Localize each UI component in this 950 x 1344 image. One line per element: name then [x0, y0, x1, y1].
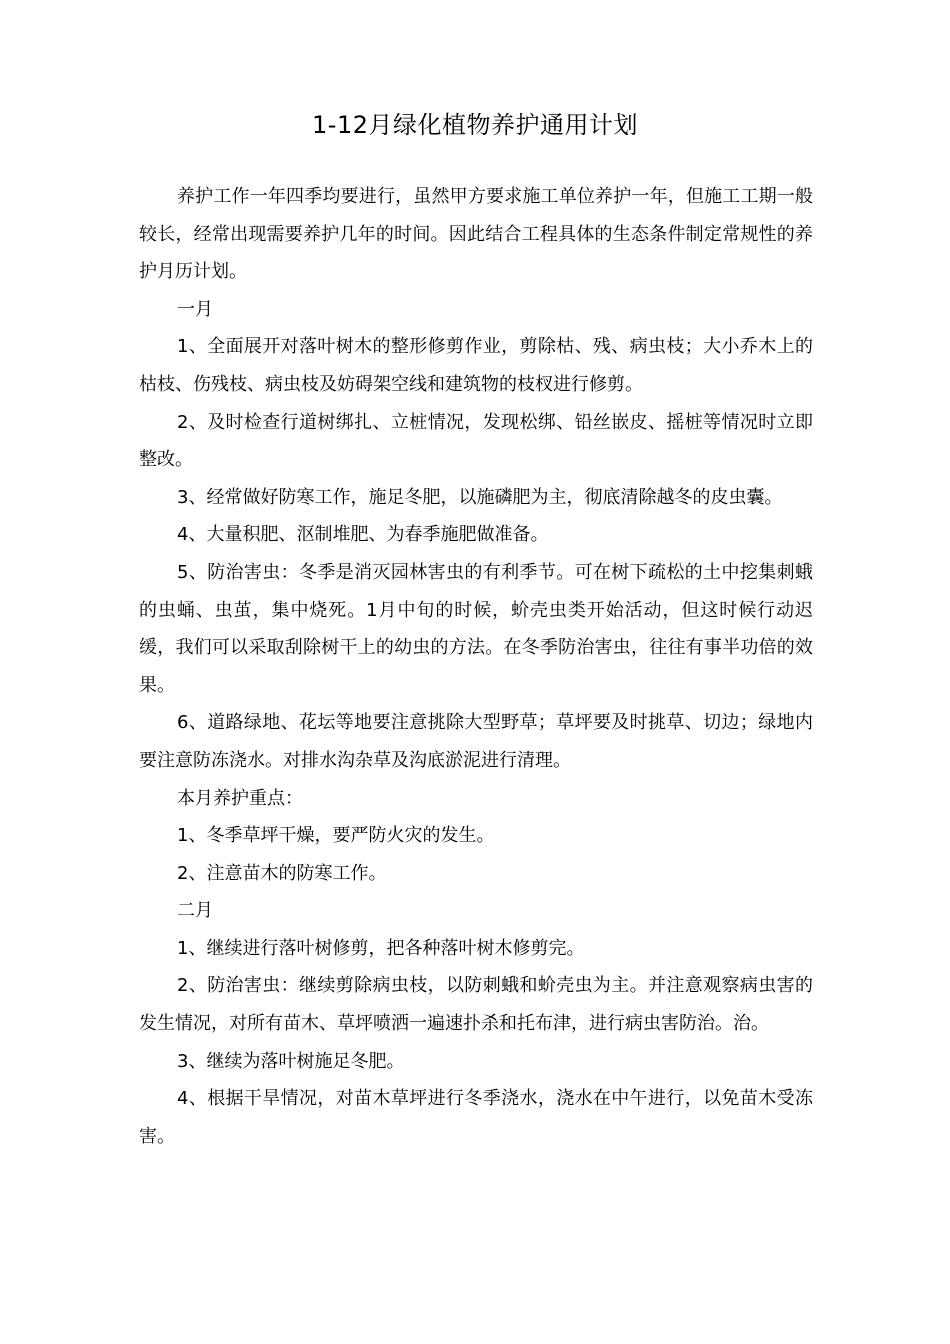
paragraph: 1、继续进行落叶树修剪，把各种落叶树木修剪完。: [177, 937, 585, 959]
document-title: 1-12月绿化植物养护通用计划: [312, 111, 638, 139]
paragraph: 5、防治害虫：冬季是消灭园林害虫的有利季节。可在树下疏松的土中挖集刺蛾的虫蛹、虫茧，集中烧死。1月中旬的时候，蚧壳虫类开始活动，但这时候行动迟缓，我们可以采取刮除树干上的幼虫的方法。在冬季防治害虫，往往有事半功倍的效果。: [139, 561, 813, 696]
paragraph: 1、冬季草坪干燥，要严防火灾的发生。: [177, 825, 495, 847]
paragraph: 4、大量积肥、沤制堆肥、为春季施肥做准备。: [177, 524, 549, 546]
section-heading-january: 一月: [177, 298, 213, 320]
paragraph: 3、继续为落叶树施足冬肥。: [177, 1050, 405, 1072]
paragraph: 6、道路绿地、花坛等地要注意挑除大型野草；草坪要及时挑草、切边；绿地内要注意防冻浇水。对排水沟杂草及沟底淤泥进行清理。: [139, 712, 813, 771]
paragraph: 2、防治害虫：继续剪除病虫枝，以防刺蛾和蚧壳虫为主。并注意观察病虫害的发生情况，对所有苗木、草坪喷洒一遍速扑杀和托布津，进行病虫害防治。治。: [139, 975, 813, 1035]
paragraph-intro: 养护工作一年四季均要进行，虽然甲方要求施工单位养护一年，但施工工期一般较长，经常出现需要养护几年的时间。因此结合工程具体的生态条件制定常规性的养护月历计划。: [139, 186, 813, 283]
document-body: [139, 178, 813, 1155]
paragraph: 2、及时检查行道树绑扎、立桩情况，发现松绑、铅丝嵌皮、摇桩等情况时立即整改。: [139, 411, 813, 471]
paragraph: 3、经常做好防寒工作，施足冬肥，以施磷肥为主，彻底清除越冬的皮虫囊。: [177, 486, 783, 508]
subheading-key-points: 本月养护重点：: [177, 787, 303, 809]
section-heading-february: 二月: [177, 900, 213, 922]
paragraph: 4、根据干旱情况，对苗木草坪进行冬季浇水，浇水在中午进行，以免苗木受冻害。: [139, 1088, 813, 1147]
paragraph: 2、注意苗木的防寒工作。: [177, 862, 387, 884]
paragraph: 1、全面展开对落叶树木的整形修剪作业，剪除枯、残、病虫枝；大小乔木上的枯枝、伤残枝、病虫枝及妨碍架空线和建筑物的枝杈进行修剪。: [139, 336, 813, 395]
